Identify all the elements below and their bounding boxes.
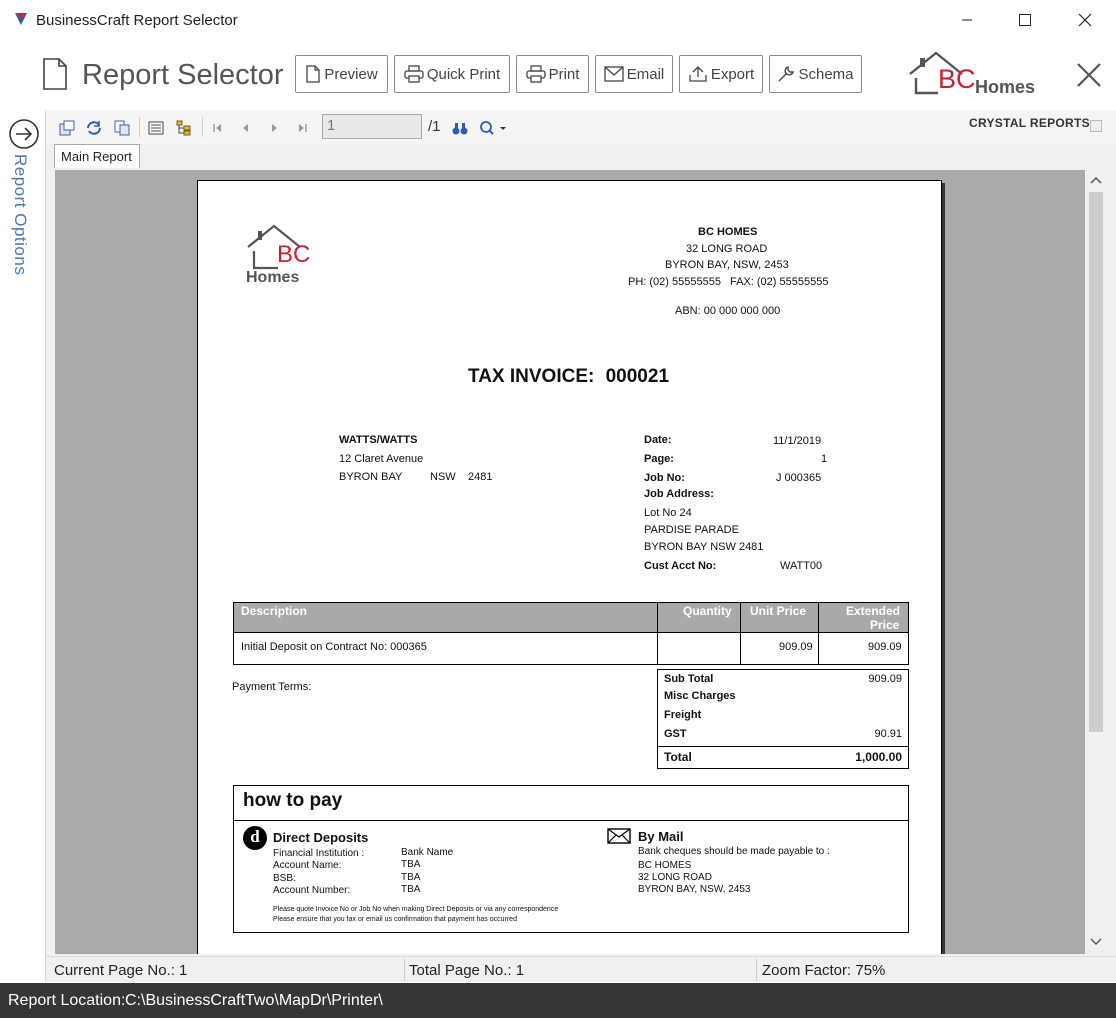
date-label: Date:	[644, 434, 672, 446]
freight-label: Freight	[664, 709, 702, 721]
scroll-up-icon[interactable]	[1085, 170, 1107, 190]
mail-line-2: BC HOMES	[638, 860, 692, 871]
email-label: Email	[626, 65, 665, 83]
invoice-title-label: TAX INVOICE:	[468, 366, 595, 387]
deposit-note-2: Please ensure that you fax or email us confirmation that payment has occurred	[273, 916, 517, 923]
totals-divider	[658, 746, 908, 747]
direct-deposit-badge-icon	[243, 826, 267, 850]
company-address1: 32 LONG ROAD	[686, 243, 768, 255]
email-button[interactable]	[595, 55, 673, 93]
maximize-button[interactable]	[1002, 6, 1048, 34]
envelope-icon	[607, 828, 631, 844]
minimize-icon	[961, 14, 973, 26]
invoice-logo-homes: Homes	[246, 269, 300, 286]
how-to-pay-box	[233, 785, 909, 933]
invoice-logo	[246, 223, 324, 289]
direct-deposits-title: Direct Deposits	[273, 830, 369, 845]
refresh-icon[interactable]	[85, 120, 103, 136]
report-location-label: Report Location:	[8, 992, 126, 1009]
print-button[interactable]	[516, 55, 589, 93]
job-address1: Lot No 24	[644, 507, 692, 519]
last-page-icon[interactable]	[293, 120, 311, 136]
preview-button[interactable]	[295, 55, 388, 93]
scroll-down-icon[interactable]	[1085, 932, 1107, 952]
totals-box	[657, 669, 909, 769]
job-address2: PARDISE PARADE	[644, 524, 739, 536]
zoom-dropdown-icon[interactable]	[479, 120, 507, 136]
page-total-label: /1	[428, 118, 441, 135]
subtotal-label: Sub Total	[664, 673, 714, 685]
page-title: Report Selector	[82, 59, 284, 91]
account-name-label: Account Name:	[273, 860, 342, 871]
binoculars-icon[interactable]	[451, 120, 469, 136]
mail-line-4: BYRON BAY, NSW, 2453	[638, 884, 751, 895]
total-value: 1,000.00	[855, 750, 902, 764]
total-label: Total	[664, 750, 692, 764]
preview-label: Preview	[324, 65, 378, 83]
gst-value: 90.91	[874, 728, 902, 740]
gst-label: GST	[664, 728, 687, 740]
quick-print-label: Quick Print	[426, 65, 501, 83]
customer-name: WATTS/WATTS	[339, 434, 418, 446]
customer-postcode: 2481	[468, 471, 493, 483]
customer-state: NSW	[430, 471, 456, 483]
document-icon	[42, 58, 68, 90]
mail-line-1: Bank cheques should be made payable to :	[638, 846, 830, 857]
row-description: Initial Deposit on Contract No: 000365	[241, 641, 427, 653]
document-icon	[305, 65, 321, 83]
viewer-status-bar	[46, 956, 1116, 982]
page-label: Page:	[644, 453, 674, 465]
report-location-path: C:\BusinessCraftTwo\MapDr\Printer\	[125, 992, 383, 1009]
col-extended: Extended	[846, 604, 901, 618]
company-phone: PH: (02) 55555555	[628, 276, 721, 288]
export-report-icon[interactable]	[58, 120, 76, 136]
toolbar-divider	[202, 117, 203, 137]
close-icon	[1078, 13, 1092, 27]
export-icon	[688, 65, 708, 83]
bsb-label: BSB:	[273, 873, 296, 884]
how-to-pay-divider	[234, 820, 908, 821]
payment-terms-label: Payment Terms:	[232, 681, 312, 693]
schema-label: Schema	[798, 65, 854, 83]
job-label: Job No:	[644, 472, 685, 484]
column-divider	[818, 603, 819, 664]
invoice-title	[468, 366, 669, 388]
tree-view-icon[interactable]	[175, 120, 193, 136]
col-unit-price: Unit Price	[750, 604, 807, 618]
printer-icon	[526, 65, 546, 83]
cust-acct-label: Cust Acct No:	[644, 560, 717, 572]
col-quantity: Quantity	[683, 604, 732, 618]
account-name-value: TBA	[401, 859, 421, 870]
schema-button[interactable]	[769, 55, 862, 93]
column-divider	[740, 603, 741, 664]
logo-bc-text: BC	[938, 64, 976, 94]
scrollbar-thumb[interactable]	[1089, 192, 1103, 732]
badge-letter: d	[250, 827, 260, 846]
date-value: 11/1/2019	[773, 435, 822, 447]
current-page-status: Current Page No.: 1	[54, 962, 188, 979]
job-address3: BYRON BAY NSW 2481	[644, 541, 764, 553]
mail-line-3: 32 LONG ROAD	[638, 872, 712, 883]
quick-print-button[interactable]	[394, 55, 510, 93]
app-logo-icon	[14, 12, 28, 26]
cust-acct-value: WATT00	[780, 560, 823, 572]
next-page-icon[interactable]	[265, 120, 283, 136]
total-page-status: Total Page No.: 1	[409, 962, 525, 979]
export-label: Export	[710, 65, 755, 83]
company-abn: ABN: 00 000 000 000	[675, 305, 781, 317]
envelope-icon	[604, 66, 624, 82]
misc-charges-label: Misc Charges	[664, 690, 736, 702]
report-options-toggle[interactable]: Report Options	[11, 154, 30, 276]
line-items-table	[233, 602, 909, 665]
title-bar	[0, 0, 1116, 40]
viewer-toolbar	[46, 110, 1116, 144]
deposit-note-1: Please quote Invoice No or Job No when making Direct Deposits or via any correspondence	[273, 906, 559, 913]
col-description: Description	[241, 604, 308, 618]
first-page-icon[interactable]	[209, 120, 227, 136]
go-to-page-input[interactable]: 1	[322, 114, 422, 139]
toolbar-divider	[139, 117, 140, 137]
crystal-report-viewer	[46, 110, 1116, 982]
company-fax: FAX: (02) 55555555	[730, 276, 829, 288]
report-location-bar	[0, 983, 1116, 1018]
report-canvas	[55, 170, 1085, 954]
close-brand-icon[interactable]	[1090, 120, 1102, 132]
minimize-button[interactable]	[944, 6, 990, 34]
group-tree-icon[interactable]	[147, 120, 165, 136]
fi-label: Financial Institution :	[273, 848, 365, 859]
by-mail-title: By Mail	[638, 829, 684, 844]
bc-homes-logo	[906, 50, 1046, 100]
crystal-reports-brand: CRYSTAL REPORTS	[969, 116, 1090, 130]
col-extended-price: Price	[870, 618, 900, 632]
account-number-label: Account Number:	[273, 885, 351, 896]
status-divider	[404, 959, 405, 981]
column-divider	[657, 603, 658, 664]
tab-main-report[interactable]: Main Report	[54, 144, 140, 168]
account-number-value: TBA	[401, 884, 421, 895]
row-extended: 909.09	[868, 641, 902, 653]
arrow-right-circle-icon[interactable]	[8, 118, 40, 150]
wrench-icon	[777, 65, 795, 83]
status-divider	[756, 959, 757, 981]
table-header	[234, 603, 908, 633]
maximize-icon	[1019, 14, 1031, 26]
copy-icon[interactable]	[113, 120, 131, 136]
bsb-value: TBA	[401, 872, 421, 883]
customer-street: 12 Claret Avenue	[339, 453, 424, 465]
invoice-number: 000021	[605, 366, 670, 387]
print-label: Print	[548, 65, 580, 83]
row-unit-price: 909.09	[779, 641, 813, 653]
invoice-logo-bc: BC	[277, 241, 311, 268]
printer-icon	[404, 65, 424, 83]
window-close-button[interactable]	[1062, 6, 1108, 34]
export-button[interactable]	[679, 55, 763, 93]
page-value: 1	[821, 453, 828, 465]
vertical-scrollbar[interactable]	[1085, 170, 1107, 954]
zoom-factor-status: Zoom Factor: 75%	[762, 962, 886, 979]
job-value: J 000365	[776, 472, 822, 484]
window-title: BusinessCraft Report Selector	[36, 12, 238, 29]
how-to-pay-title: how to pay	[243, 790, 343, 811]
job-address-label: Job Address:	[644, 488, 714, 500]
subtotal-value: 909.09	[868, 673, 902, 685]
fi-value: Bank Name	[401, 847, 454, 858]
customer-suburb: BYRON BAY	[339, 471, 403, 483]
company-address2: BYRON BAY, NSW, 2453	[665, 259, 789, 271]
report-selector-header	[0, 40, 1116, 110]
company-name: BC HOMES	[698, 226, 758, 238]
logo-homes-text: Homes	[975, 77, 1036, 97]
invoice-page	[197, 180, 942, 954]
report-options-pane	[0, 110, 46, 982]
previous-page-icon[interactable]	[237, 120, 255, 136]
close-report-selector-icon[interactable]	[1072, 58, 1106, 92]
